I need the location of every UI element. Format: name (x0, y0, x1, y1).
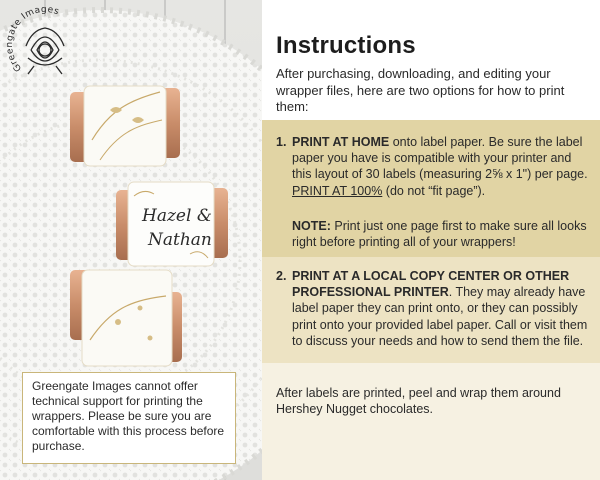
step-print-at-copy-center (276, 268, 592, 349)
step1-number: 1. (276, 135, 287, 149)
after-print-text: After labels are printed, peel and wrap them around Hershey Nugget chocolates. (276, 386, 561, 417)
note-text: Print just one page first to make sure all looks right before printing all of your wrappers! (292, 219, 587, 250)
intro-text: After purchasing, downloading, and editing your wrapper files, here are two options for how to print them: (276, 66, 565, 114)
step1-text-a: onto label paper. Be sure the label paper you have is compatible with your printer and this layout of 30 labels (measuring 2⅝ x 1") per page. (292, 135, 588, 182)
step1-heading: PRINT AT HOME (292, 135, 390, 149)
step2-text: . They may already have label paper they can print onto, or they can possibly print onto your provided label paper. Call or visit them to discuss your needs and how to send them the file. (292, 285, 588, 348)
wrapper-name-line-1: Hazel & (142, 206, 212, 226)
wrapper-name-line-2: Nathan (148, 230, 212, 250)
page-title: Instructions (276, 32, 416, 59)
step-print-at-home (276, 134, 592, 199)
support-disclaimer: Greengate Images cannot offer technical support for printing the wrappers. Please be sure you are comfortable with this process before purchase. (22, 372, 236, 464)
chocolate-top (70, 86, 180, 166)
print-100-link: PRINT AT 100% (292, 183, 383, 198)
svg-text:Greengate Images (0, 0, 62, 77)
after-print-band (262, 363, 600, 480)
chocolate-bottom (70, 270, 182, 366)
note-label: NOTE: (292, 219, 331, 233)
step1-note (276, 218, 592, 250)
step2-heading: PRINT AT A LOCAL COPY CENTER OR OTHER PROFESSIONAL PRINTER (292, 269, 570, 300)
rose-logo-icon (0, 0, 90, 90)
instructions-panel (262, 0, 600, 480)
step2-number: 2. (276, 269, 287, 283)
logo-brand-text: Greengate Images (4, 4, 61, 74)
product-photo (0, 0, 262, 480)
step1-text-b: (do not “fit page”). (382, 183, 486, 198)
